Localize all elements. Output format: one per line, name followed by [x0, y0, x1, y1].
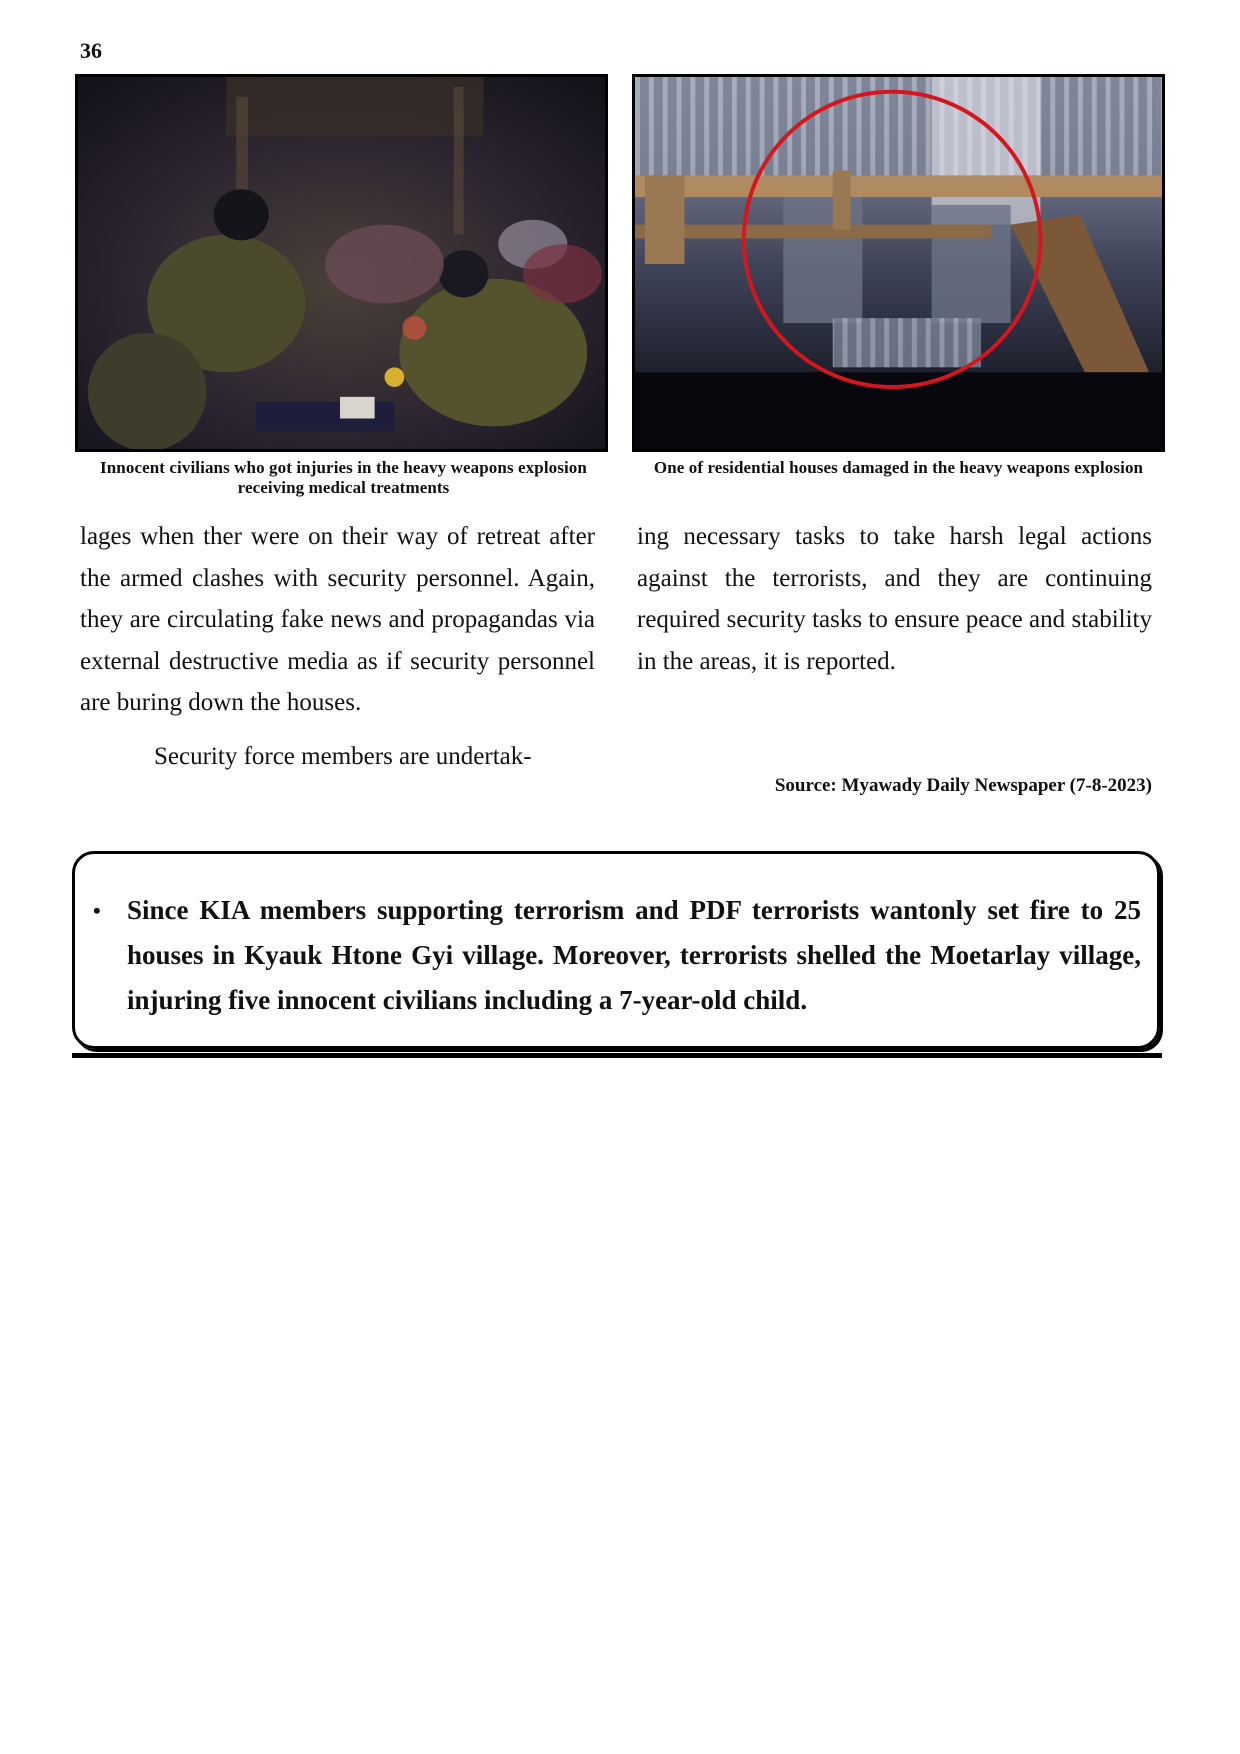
article-paragraph: ing necessary tasks to take harsh legal actions against the terrorists, and they are continuing required security tasks to ensure peace and stability in the areas, it is reported. — [637, 523, 1152, 675]
article-column-left — [80, 516, 595, 777]
source-citation: Source: Myawady Daily Newspaper (7-8-2023) — [774, 775, 1152, 796]
photo-damaged-house — [632, 74, 1165, 452]
photo-caption-right: One of residential houses damaged in the heavy weapons explosion — [653, 458, 1144, 477]
photo-caption-left: Innocent civilians who got injuries in the heavy weapons explosion receiving medical treatments — [100, 458, 587, 497]
page-number: 36 — [80, 38, 102, 63]
bullet-icon: • — [93, 898, 101, 923]
highlight-text: Since KIA members supporting terrorism and PDF terrorists wantonly set fire to 25 houses in Kyauk Htone Gyi village. Moreover, terrorists shelled the Moetarlay village, injuring five innocent civilians including a 7-year-old child. — [127, 895, 1141, 1015]
article-column-right — [637, 516, 1152, 682]
article-paragraph: Security force members are undertak- — [154, 742, 532, 770]
highlight-box — [72, 851, 1160, 1049]
section-divider — [72, 1053, 1162, 1058]
photo-medical-treatment — [75, 74, 608, 452]
article-paragraph: lages when ther were on their way of retreat after the armed clashes with security personnel. Again, they are circulating fake news and propagandas via external destructive media as if security personnel are buring down the houses. — [80, 523, 595, 716]
highlight-item — [93, 888, 1141, 1023]
